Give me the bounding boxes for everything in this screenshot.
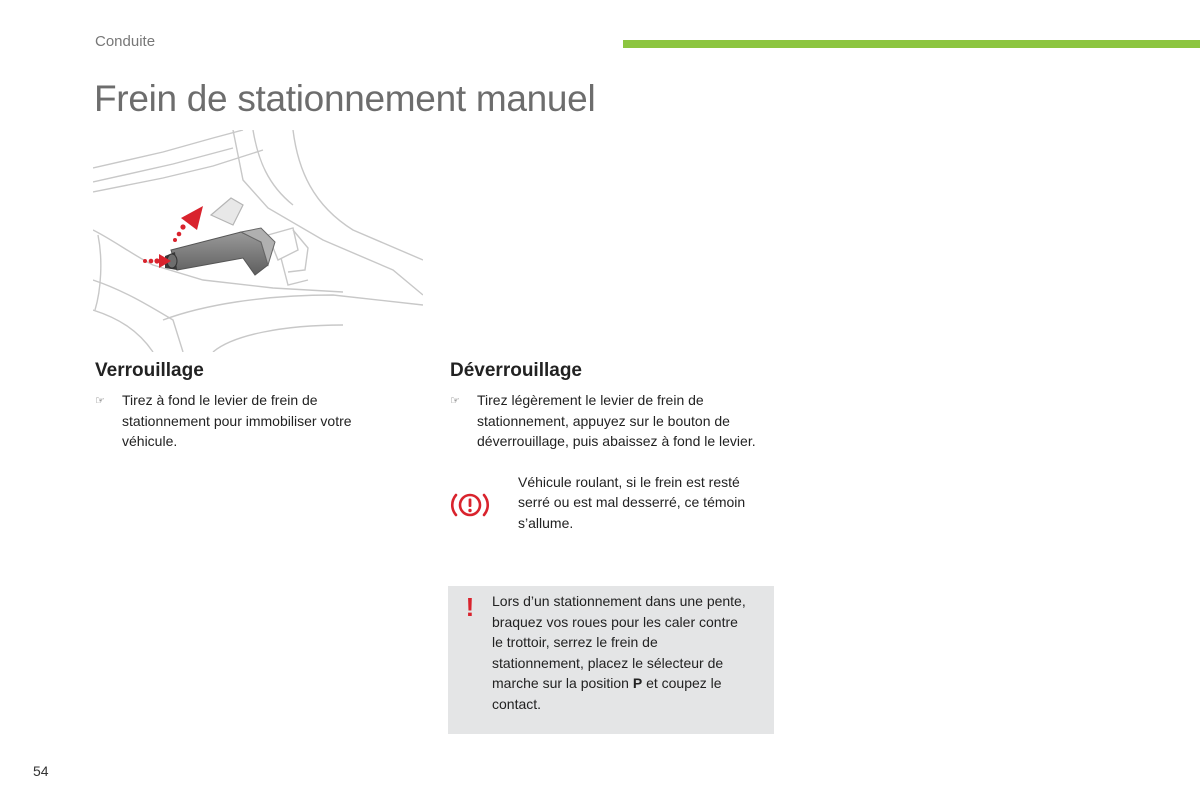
locking-section [95, 360, 395, 452]
pointing-hand-icon: ☞ [450, 395, 460, 407]
accent-bar [623, 40, 1200, 48]
unlocking-instruction-text: Tirez légèrement le levier de frein de stationnement, appuyez sur le bouton de déverrouillage, puis abaissez à fond le levier. [477, 392, 756, 449]
unlocking-heading: Déverrouillage [450, 360, 582, 381]
pointing-hand-icon: ☞ [95, 395, 105, 407]
warning-lamp-note [450, 472, 775, 534]
gear-position-p: P [632, 675, 643, 691]
caution-box [448, 586, 774, 734]
caution-text: Lors d’un stationnement dans une pente, braquez vos roues pour les caler contre le trottoir, serrez le frein de stationnement, placez le sélecteur de marche sur la position P et coupez le contact. [492, 593, 746, 712]
locking-instruction [95, 390, 395, 452]
unlocking-instruction [450, 390, 775, 452]
page-title: Frein de stationnement manuel [94, 78, 596, 119]
handbrake-lever-illustration [93, 130, 423, 352]
locking-heading: Verrouillage [95, 360, 204, 381]
page-number: 54 [33, 763, 49, 779]
section-label: Conduite [95, 33, 156, 50]
caution-exclamation-icon: ! [465, 592, 475, 622]
parking-brake-warning-lamp-icon [450, 472, 518, 534]
unlocking-section [450, 360, 775, 533]
warning-lamp-note-text: Véhicule roulant, si le frein est resté serré ou est mal desserré, ce témoin s’allume. [518, 473, 746, 531]
locking-instruction-text: Tirez à fond le levier de frein de stationnement pour immobiliser votre véhicule. [122, 392, 352, 449]
